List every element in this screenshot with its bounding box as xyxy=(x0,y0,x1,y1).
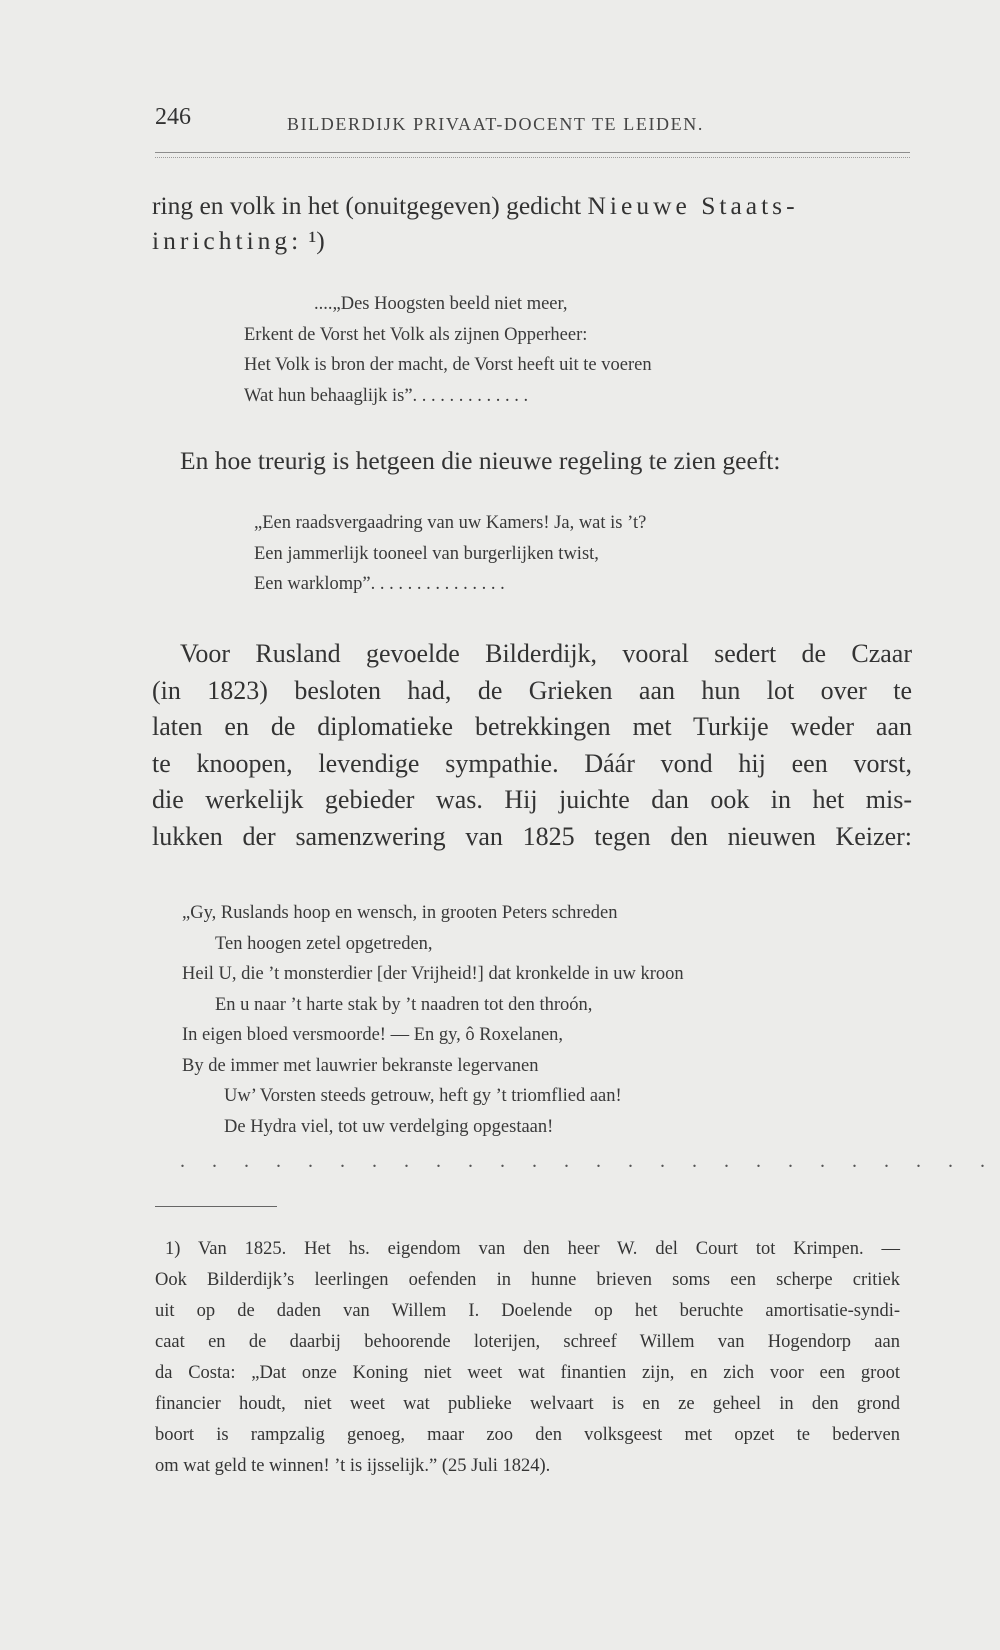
verse-line: Erkent de Vorst het Volk als zijnen Opperheer: xyxy=(244,324,588,345)
paragraph-line: die werkelijk gebieder was. Hij juichte dan ook in het mis- xyxy=(152,785,912,814)
verse-line: Ten hoogen zetel opgetreden, xyxy=(215,933,433,954)
verse-line: By de immer met lauwrier bekranste legervanen xyxy=(182,1055,539,1076)
footnote-line: uit op de daden van Willem I. Doelende op het beruchte amortisatie-syndi- xyxy=(155,1301,900,1321)
paragraph-line: te knoopen, levendige sympathie. Dáár vond hij een vorst, xyxy=(152,748,912,778)
paragraph-line: Voor Rusland gevoelde Bilderdijk, vooral sedert de Czaar xyxy=(180,639,912,668)
verse-line: „Gy, Ruslands hoop en wensch, in grooten Peters schreden xyxy=(182,903,618,923)
verse-block-1 xyxy=(244,289,652,411)
paragraph-2 xyxy=(152,443,912,478)
poem-title-part2: inrichting: xyxy=(152,226,303,255)
footnote xyxy=(155,1234,900,1482)
paragraph-2-text: En hoe treurig is hetgeen die nieuwe regeling te zien geeft: xyxy=(180,446,781,475)
verse-line: Het Volk is bron der macht, de Vorst heeft uit te voeren xyxy=(244,355,652,375)
intro-text: ring en volk in het (onuitgegeven) gedicht xyxy=(152,191,588,220)
verse-line: Uw’ Vorsten steeds getrouw, heft gy ’t triomflied aan! xyxy=(224,1086,622,1106)
verse-line: Een warklomp”. . . . . . . . . . . . . . . xyxy=(254,574,505,594)
verse-block-3 xyxy=(182,898,684,1142)
verse-block-2 xyxy=(254,508,646,600)
running-head: BILDERDIJK PRIVAAT-DOCENT TE LEIDEN. xyxy=(287,114,704,134)
verse-line: Wat hun behaaglijk is”. . . . . . . . . . . . . xyxy=(244,385,529,406)
intro-paragraph xyxy=(152,188,912,258)
footnote-marker: ¹) xyxy=(302,226,325,255)
paragraph-line: lukken der samenzwering van 1825 tegen den nieuwen Keizer: xyxy=(152,821,912,851)
verse-line: Heil U, die ’t monsterdier [der Vrijheid!] dat kronkelde in uw kroon xyxy=(182,964,684,984)
paragraph-3 xyxy=(152,636,912,855)
footnote-line: om wat geld te winnen! ’t is ijsselijk.” (25 Juli 1824). xyxy=(155,1456,551,1476)
verse-line: En u naar ’t harte stak by ’t naadren tot den throón, xyxy=(215,994,593,1015)
footnote-line: 1) Van 1825. Het hs. eigendom van den heer W. del Court tot Krimpen. — xyxy=(165,1239,900,1259)
paragraph-line: laten en de diplomatieke betrekkingen met Turkije weder aan xyxy=(152,712,912,741)
verse-line: Een jammerlijk tooneel van burgerlijken twist, xyxy=(254,543,599,564)
ellipsis-line: . . . . . . . . . . . . . . . . . . . . . . . . . . xyxy=(180,1150,996,1172)
page-header xyxy=(155,104,915,144)
header-rule xyxy=(155,152,910,158)
footnote-line: boort is rampzalig genoeg, maar zoo den volksgeest met opzet te bederven xyxy=(155,1425,900,1445)
verse-line: „Een raadsvergaadring van uw Kamers! Ja, wat is ’t? xyxy=(254,513,647,533)
page-number: 246 xyxy=(155,104,191,130)
poem-title-part1: Nieuwe Staats- xyxy=(587,191,799,220)
footnote-line: Ook Bilderdijk’s leerlingen oefenden in hunne brieven soms een scherpe critiek xyxy=(155,1270,900,1290)
footnote-line: da Costa: „Dat onze Koning niet weet wat finantien zijn, en zich voor een groot xyxy=(155,1363,900,1383)
paragraph-line: (in 1823) besloten had, de Grieken aan hun lot over te xyxy=(152,675,912,705)
verse-line: In eigen bloed versmoorde! — En gy, ô Roxelanen, xyxy=(182,1025,564,1045)
verse-line: De Hydra viel, tot uw verdelging opgestaan! xyxy=(224,1116,554,1137)
footnote-line: caat en de daarbij behoorende loterijen, schreef Willem van Hogendorp aan xyxy=(155,1332,900,1352)
footnote-line: financier houdt, niet weet wat publieke welvaart is en ze geheel in den grond xyxy=(155,1394,900,1414)
verse-line: ....„Des Hoogsten beeld niet meer, xyxy=(314,294,568,314)
footnote-rule xyxy=(155,1206,277,1207)
